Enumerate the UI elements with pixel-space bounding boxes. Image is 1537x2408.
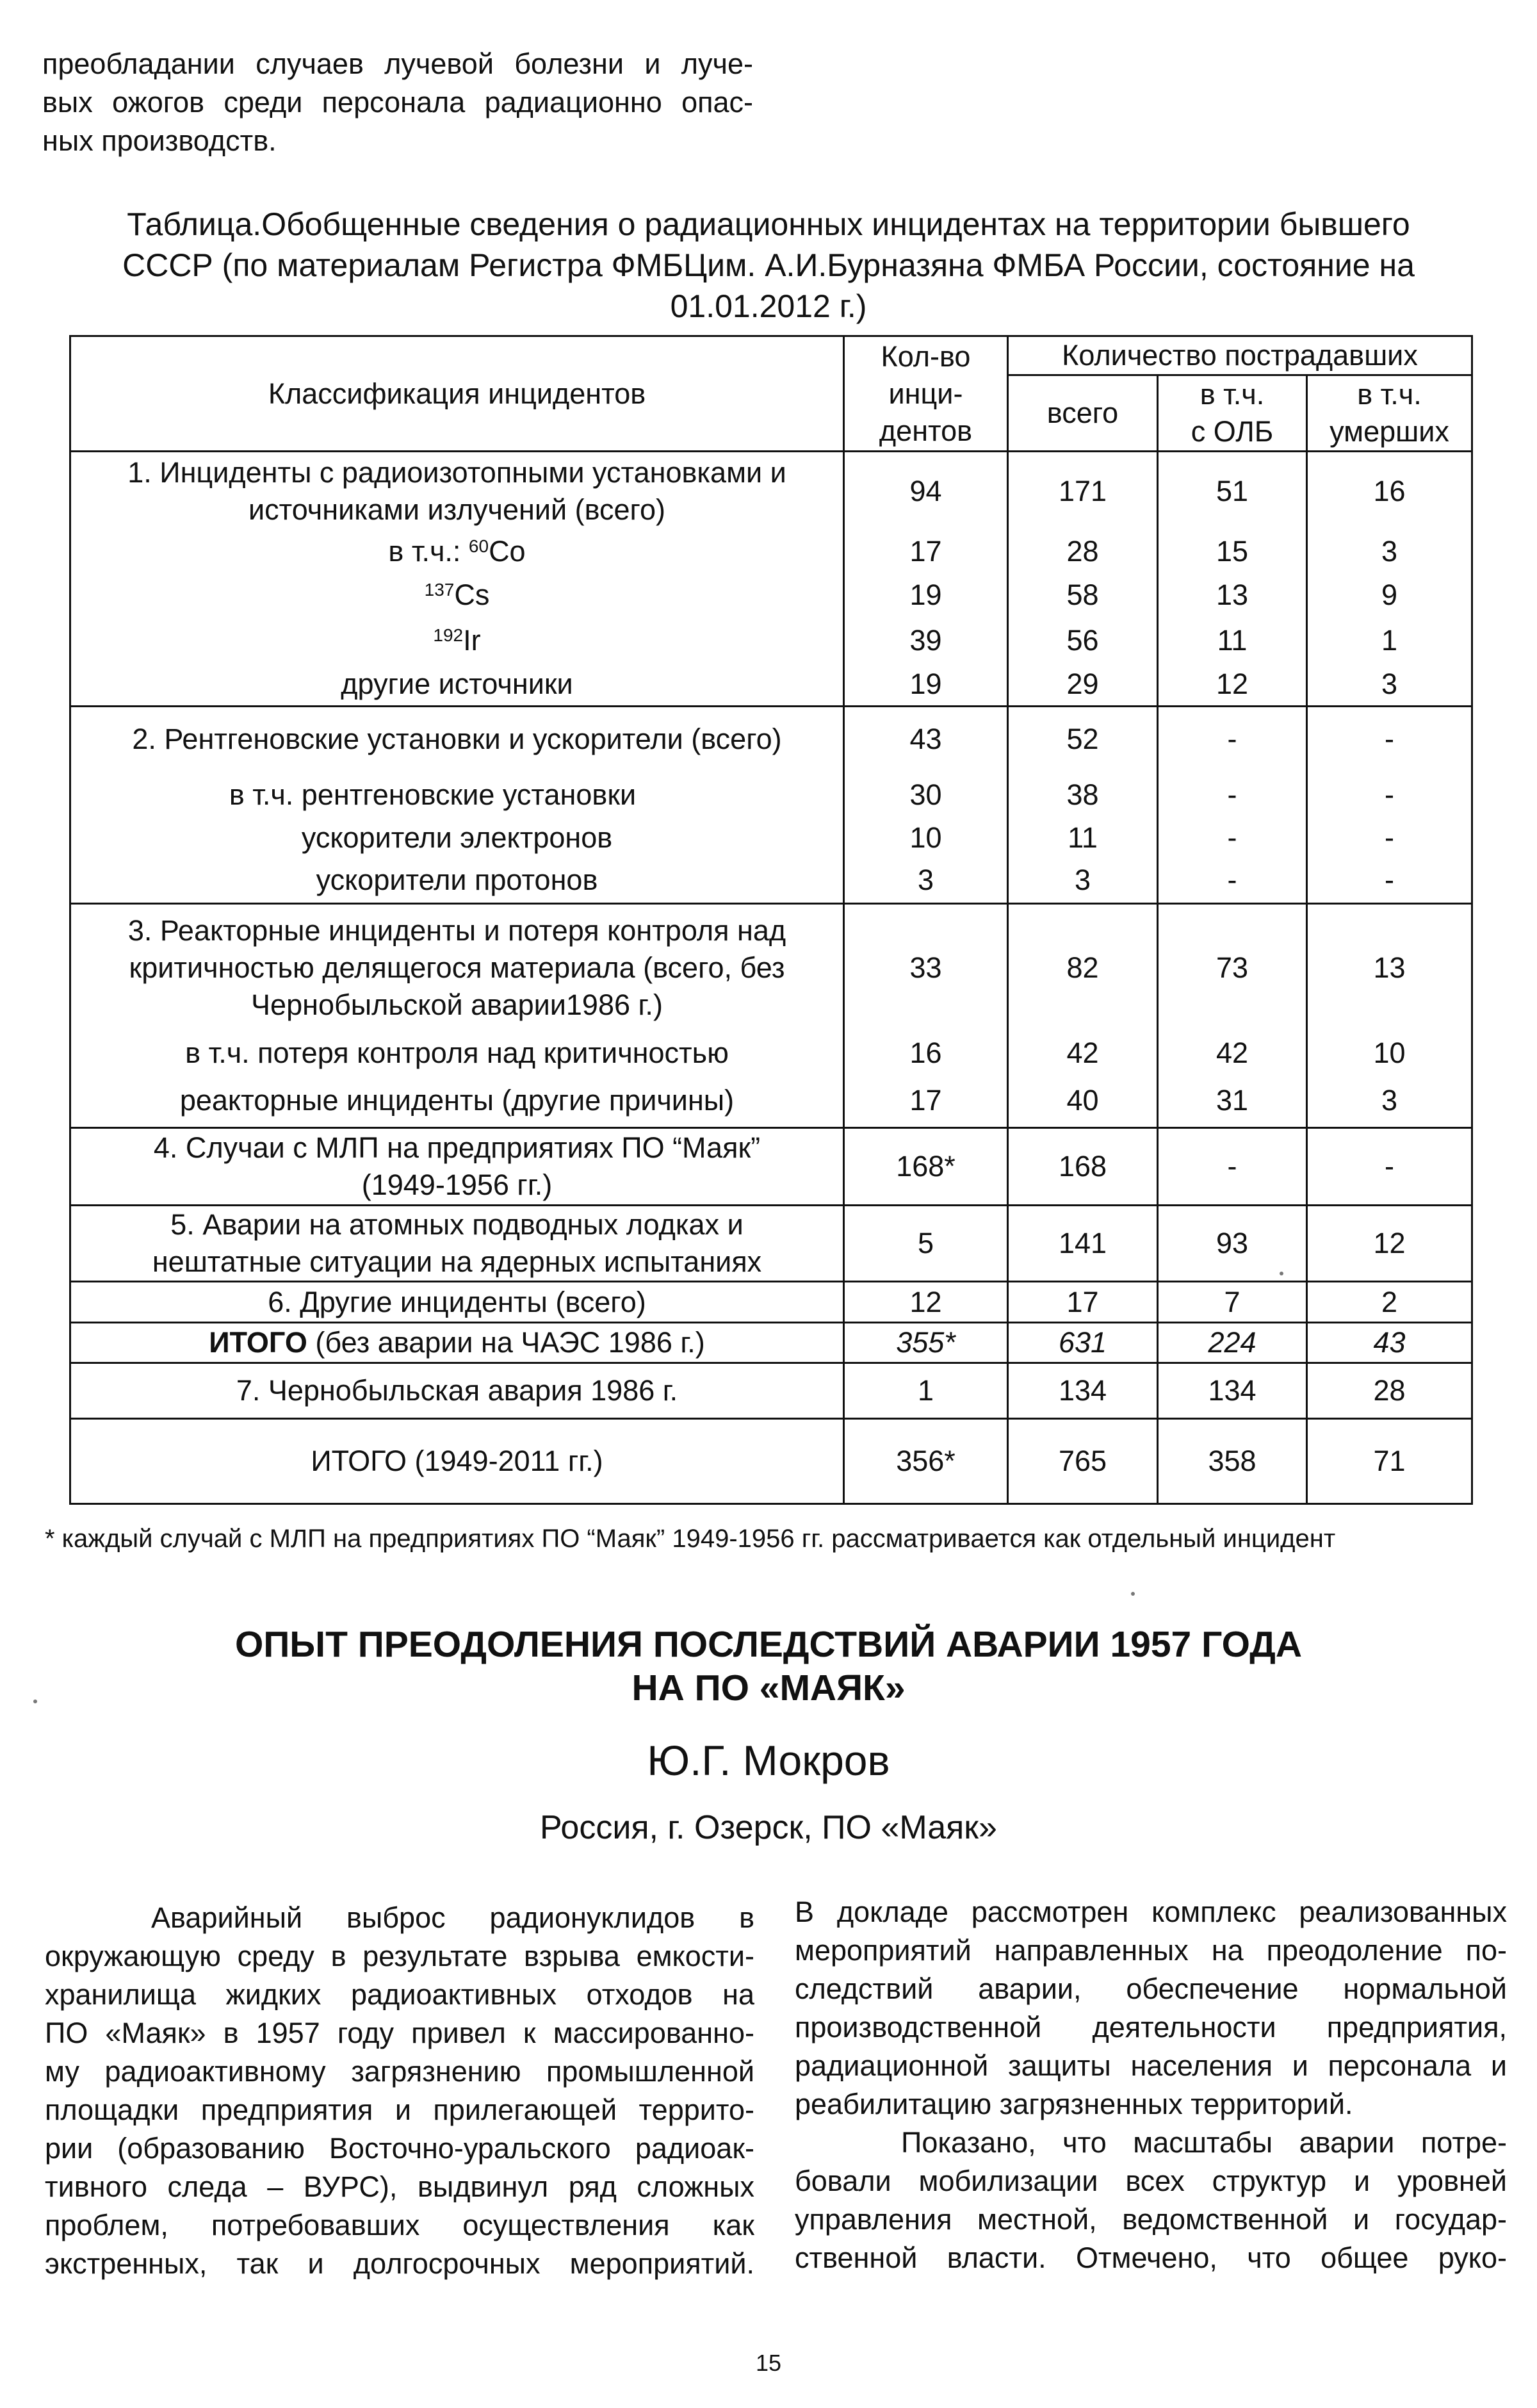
count-cell: 168* — [844, 1128, 1008, 1206]
ars-cell: 13 — [1158, 573, 1307, 618]
caption-line: 01.01.2012 г.) — [670, 288, 867, 324]
row-label: ИТОГО (без аварии на ЧАЭС 1986 г.) — [70, 1323, 844, 1363]
text-line: рии (образованию Восточно-уральского радиоак- — [45, 2132, 754, 2165]
count-cell: 12 — [844, 1282, 1008, 1323]
caption-line: Таблица.Обобщенные сведения о радиационных инцидентах на территории бывшего — [127, 206, 1410, 242]
deaths-cell: 1 — [1307, 618, 1472, 664]
text-line: хранилища жидких радиоактивных отходов на — [45, 1978, 754, 2011]
text-line: экстренных, так и долгосрочных мероприятий. — [45, 2247, 754, 2280]
text-line: тивного следа – ВУРС), выдвинул ряд сложных — [45, 2170, 754, 2203]
scan-speck — [1131, 1592, 1135, 1596]
text-line: вых ожогов среди персонала радиационно опас- — [42, 86, 753, 119]
ars-cell: 358 — [1158, 1419, 1307, 1504]
title-line: НА ПО «МАЯК» — [631, 1667, 906, 1708]
total-cell: 17 — [1008, 1282, 1158, 1323]
count-cell: 355* — [844, 1323, 1008, 1363]
count-header: Кол-во инци- дентов — [844, 336, 1008, 452]
table-row — [70, 664, 1472, 707]
ars-cell: 73 — [1158, 904, 1307, 1032]
count-cell: 19 — [844, 573, 1008, 618]
deaths-cell: - — [1307, 818, 1472, 858]
left-column — [45, 1899, 754, 2283]
table-row — [70, 452, 1472, 530]
deaths-cell: 3 — [1307, 530, 1472, 573]
ars-cell: - — [1158, 1128, 1307, 1206]
text-line: му радиоактивному загрязнению промышленной — [45, 2055, 754, 2088]
total-cell: 40 — [1008, 1074, 1158, 1128]
text-line: ных производств. — [42, 124, 277, 157]
text-line: Показано, что масштабы аварии потре- — [901, 2126, 1507, 2159]
deaths-header: в т.ч. умерших — [1307, 375, 1472, 452]
deaths-cell: 28 — [1307, 1363, 1472, 1419]
ars-cell: 51 — [1158, 452, 1307, 530]
text-line: реабилитацию загрязненных территорий. — [795, 2088, 1353, 2120]
table-row — [70, 707, 1472, 772]
count-cell: 356* — [844, 1419, 1008, 1504]
row-label: 2. Рентгеновские установки и ускорители (всего) — [70, 707, 844, 772]
row-label: ИТОГО (1949-2011 гг.) — [70, 1419, 844, 1504]
deaths-cell: - — [1307, 858, 1472, 904]
row-label: $^{192}$Ir — [70, 618, 844, 664]
title-line: ОПЫТ ПРЕОДОЛЕНИЯ ПОСЛЕДСТВИЙ АВАРИИ 1957 ГОДА — [235, 1624, 1302, 1665]
row-label: 1. Инциденты с радиоизотопными установками и источниками излучений (всего) — [70, 452, 844, 530]
deaths-cell: 2 — [1307, 1282, 1472, 1323]
row-label: в т.ч. рентгеновские установки — [70, 772, 844, 818]
author-name: Ю.Г. Мокров — [647, 1737, 890, 1784]
total-cell: 82 — [1008, 904, 1158, 1032]
row-label: ускорители электронов — [70, 818, 844, 858]
caption-line: СССР (по материалам Регистра ФМБЦим. А.И.Бурназяна ФМБА России, состояние на — [122, 247, 1415, 283]
row-label: 6. Другие инциденты (всего) — [70, 1282, 844, 1323]
text-line: окружающую среду в результате взрыва емкости- — [45, 1940, 754, 1972]
count-cell: 39 — [844, 618, 1008, 664]
ars-cell: 93 — [1158, 1206, 1307, 1282]
text-line: В докладе рассмотрен комплекс реализованных — [795, 1896, 1507, 1928]
text-line: бовали мобилизации всех структур и уровней — [795, 2165, 1507, 2197]
total-cell: 168 — [1008, 1128, 1158, 1206]
table-row — [70, 1074, 1472, 1128]
row-label: реакторные инциденты (другие причины) — [70, 1074, 844, 1128]
count-cell: 17 — [844, 530, 1008, 573]
row-label: 4. Случаи с МЛП на предприятиях ПО “Маяк” (1949-1956 гг.) — [70, 1128, 844, 1206]
table-row — [70, 1282, 1472, 1323]
count-cell: 16 — [844, 1032, 1008, 1074]
table-footnote: * каждый случай с МЛП на предприятиях ПО “Маяк” 1949-1956 гг. рассматривается как отдельный инцидент — [45, 1525, 1336, 1553]
top-paragraph — [42, 45, 753, 160]
count-cell: 3 — [844, 858, 1008, 904]
total-cell: 58 — [1008, 573, 1158, 618]
text-line: площадки предприятия и прилегающей террито- — [45, 2093, 754, 2126]
grand-total-row — [70, 1419, 1472, 1504]
deaths-cell: 3 — [1307, 664, 1472, 707]
ars-cell: 11 — [1158, 618, 1307, 664]
row-label: 7. Чернобыльская авария 1986 г. — [70, 1363, 844, 1419]
total-cell: 134 — [1008, 1363, 1158, 1419]
total-cell: 28 — [1008, 530, 1158, 573]
author-affiliation: Россия, г. Озерск, ПО «Маяк» — [540, 1809, 997, 1846]
row-label: ускорители протонов — [70, 858, 844, 904]
header-row — [70, 336, 1472, 375]
text-line: преобладании случаев лучевой болезни и луче- — [42, 47, 753, 80]
count-cell: 1 — [844, 1363, 1008, 1419]
count-cell: 43 — [844, 707, 1008, 772]
row-label: в т.ч. потеря контроля над критичностью — [70, 1032, 844, 1074]
page-number: 15 — [755, 2350, 782, 2376]
scan-speck — [33, 1700, 37, 1703]
deaths-cell: 13 — [1307, 904, 1472, 1032]
deaths-cell: 16 — [1307, 452, 1472, 530]
table-row — [70, 1363, 1472, 1419]
deaths-cell: - — [1307, 772, 1472, 818]
table-row — [70, 1032, 1472, 1074]
incident-table — [69, 335, 1473, 1505]
total-cell: 171 — [1008, 452, 1158, 530]
row-label: $^{137}$Cs — [70, 573, 844, 618]
scan-speck — [1280, 1272, 1283, 1275]
deaths-cell: 43 — [1307, 1323, 1472, 1363]
classification-header: Классификация инцидентов — [70, 336, 844, 452]
text-line: ственной власти. Отмечено, что общее руко- — [795, 2241, 1507, 2274]
text-line: ПО «Маяк» в 1957 году привел к массированно- — [45, 2017, 754, 2049]
ars-cell: 7 — [1158, 1282, 1307, 1323]
ars-cell: 31 — [1158, 1074, 1307, 1128]
table-row — [70, 573, 1472, 618]
deaths-cell: 9 — [1307, 573, 1472, 618]
count-cell: 94 — [844, 452, 1008, 530]
ars-cell: 15 — [1158, 530, 1307, 573]
table-row — [70, 1206, 1472, 1282]
deaths-cell: 3 — [1307, 1074, 1472, 1128]
ars-cell: - — [1158, 772, 1307, 818]
count-cell: 10 — [844, 818, 1008, 858]
total-cell: 29 — [1008, 664, 1158, 707]
total-cell: 38 — [1008, 772, 1158, 818]
count-cell: 33 — [844, 904, 1008, 1032]
count-cell: 30 — [844, 772, 1008, 818]
ars-cell: - — [1158, 707, 1307, 772]
text-line: производственной деятельности предприятия, — [795, 2011, 1507, 2044]
total-cell: 52 — [1008, 707, 1158, 772]
table-row — [70, 904, 1472, 1032]
table-row — [70, 1128, 1472, 1206]
victims-header: Количество пострадавших — [1008, 336, 1472, 375]
table-row — [70, 818, 1472, 858]
text-line: радиационной защиты населения и персонала и — [795, 2049, 1507, 2082]
total-cell: 56 — [1008, 618, 1158, 664]
table-row — [70, 530, 1472, 573]
table-caption — [77, 204, 1460, 327]
ars-header: в т.ч. с ОЛБ — [1158, 375, 1307, 452]
ars-cell: 12 — [1158, 664, 1307, 707]
row-label: другие источники — [70, 664, 844, 707]
count-cell: 17 — [844, 1074, 1008, 1128]
deaths-cell: - — [1307, 1128, 1472, 1206]
right-column — [795, 1893, 1507, 2277]
row-label: 3. Реакторные инциденты и потеря контроля над критичностью делящегося материала (всего, без Чернобыльской аварии1986 г.) — [70, 904, 844, 1032]
text-line: Аварийный выброс радионуклидов в — [151, 1901, 754, 1934]
table-row — [70, 618, 1472, 664]
deaths-cell: 12 — [1307, 1206, 1472, 1282]
count-cell: 19 — [844, 664, 1008, 707]
total-cell: 3 — [1008, 858, 1158, 904]
total-cell: 631 — [1008, 1323, 1158, 1363]
ars-cell: 42 — [1158, 1032, 1307, 1074]
total-cell: 765 — [1008, 1419, 1158, 1504]
article-title — [77, 1623, 1460, 1710]
text-line: управления местной, ведомственной и государ- — [795, 2203, 1507, 2236]
text-line: мероприятий направленных на преодоление по- — [795, 1934, 1507, 1967]
text-line: проблем, потребовавших осуществления как — [45, 2209, 754, 2241]
table-row — [70, 858, 1472, 904]
deaths-cell: 10 — [1307, 1032, 1472, 1074]
total-cell: 42 — [1008, 1032, 1158, 1074]
total-cell: 11 — [1008, 818, 1158, 858]
subtotal-row — [70, 1323, 1472, 1363]
ars-cell: 134 — [1158, 1363, 1307, 1419]
row-label: в т.ч.: $^{60}$Co — [70, 530, 844, 573]
row-label: 5. Аварии на атомных подводных лодках и нештатные ситуации на ядерных испытаниях — [70, 1206, 844, 1282]
ars-cell: 224 — [1158, 1323, 1307, 1363]
total-header: всего — [1008, 375, 1158, 452]
deaths-cell: - — [1307, 707, 1472, 772]
count-cell: 5 — [844, 1206, 1008, 1282]
total-cell: 141 — [1008, 1206, 1158, 1282]
ars-cell: - — [1158, 858, 1307, 904]
ars-cell: - — [1158, 818, 1307, 858]
text-line: следствий аварии, обеспечение нормальной — [795, 1972, 1507, 2005]
deaths-cell: 71 — [1307, 1419, 1472, 1504]
table-row — [70, 772, 1472, 818]
